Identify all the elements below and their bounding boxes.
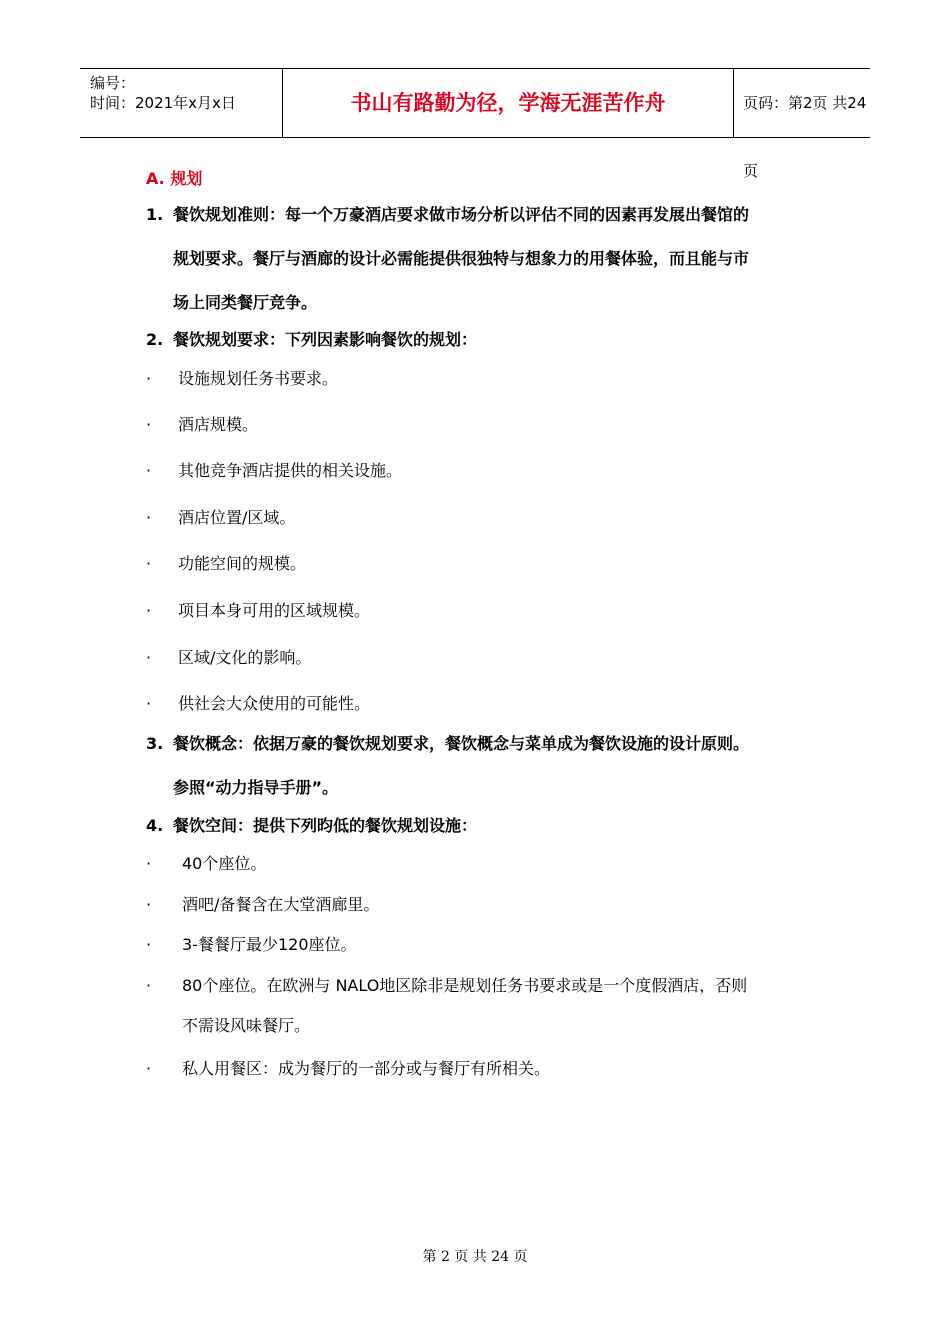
bullet-icon: · — [146, 935, 152, 954]
bullet-icon: · — [146, 694, 152, 713]
list-item: · 项目本身可用的区域规模。 — [146, 591, 826, 631]
item-text-line: 规划要求。餐厅与酒廊的设计必需能提供很独特与想象力的用餐体验，而且能与市 — [173, 249, 750, 268]
list-item: · 酒店规模。 — [146, 405, 826, 445]
code-label: 编号： — [90, 74, 136, 92]
item-2 — [146, 318, 826, 362]
list-item: · 酒店位置/区域。 — [146, 498, 826, 538]
item-4 — [146, 804, 826, 848]
item-number: 3. — [146, 734, 164, 753]
bullet-icon: · — [146, 648, 152, 667]
bullet-icon: · — [146, 976, 152, 995]
item-text-line: 餐饮规划准则：每一个万豪酒店要求做市场分析以评估不同的因素再发展出餐馆的 — [173, 205, 750, 224]
item-1 — [146, 193, 826, 325]
list-item: · 区域/文化的影响。 — [146, 638, 826, 678]
bullet-icon: · — [146, 601, 152, 620]
bullet-icon: · — [146, 369, 152, 388]
item-number: 4. — [146, 816, 164, 835]
list-item: · 供社会大众使用的可能性。 — [146, 684, 826, 724]
list-item: · 其他竞争酒店提供的相关设施。 — [146, 451, 826, 491]
item-text-line: 参照“动力指导手册”。 — [173, 778, 339, 797]
bullet-icon: · — [146, 854, 152, 873]
list-item: · 酒吧/备餐含在大堂酒廊里。 — [146, 885, 826, 925]
item-number: 2. — [146, 330, 164, 349]
item-number: 1. — [146, 205, 164, 224]
item-3 — [146, 722, 826, 810]
header-info-cell — [80, 69, 282, 137]
bullet-icon: · — [146, 461, 152, 480]
section-title: A. 规划 — [146, 169, 203, 188]
item-text-line: 餐饮规划要求：下列因素影响餐饮的规划： — [173, 330, 478, 349]
list-item: · 80个座位。在欧洲与 NALO地区除非是规划任务书要求或是一个度假酒店，否则 不需设风味餐厅。 — [146, 966, 826, 1046]
list-item: · 设施规划任务书要求。 — [146, 359, 826, 399]
bullet-icon: · — [146, 1059, 152, 1078]
item-text-line: 餐饮概念：依据万豪的餐饮规划要求，餐饮概念与菜单成为餐饮设施的设计原则。 — [173, 734, 750, 753]
item-text-line: 餐饮空间：提供下列昀低的餐饮规划设施： — [173, 816, 478, 835]
header-page-label: 页码：第2页 共24页 — [743, 94, 867, 180]
list-item: · 私人用餐区：成为餐厅的一部分或与餐厅有所相关。 — [146, 1049, 826, 1089]
bullet-icon: · — [146, 415, 152, 434]
bullet-icon: · — [146, 554, 152, 573]
list-item: · 功能空间的规模。 — [146, 544, 826, 584]
time-label: 时间：2021年x月x日 — [90, 94, 236, 112]
item-text-line: 场上同类餐厅竞争。 — [173, 293, 318, 312]
page-footer: 第 2 页 共 24 页 — [422, 1249, 528, 1265]
header-motto: 书山有路勤为径，学海无涯苦作舟 — [282, 69, 734, 137]
list-item: · 40个座位。 — [146, 844, 826, 884]
bullet-icon: · — [146, 895, 152, 914]
bullet-icon: · — [146, 508, 152, 527]
list-item: · 3-餐餐厅最少120座位。 — [146, 925, 826, 965]
